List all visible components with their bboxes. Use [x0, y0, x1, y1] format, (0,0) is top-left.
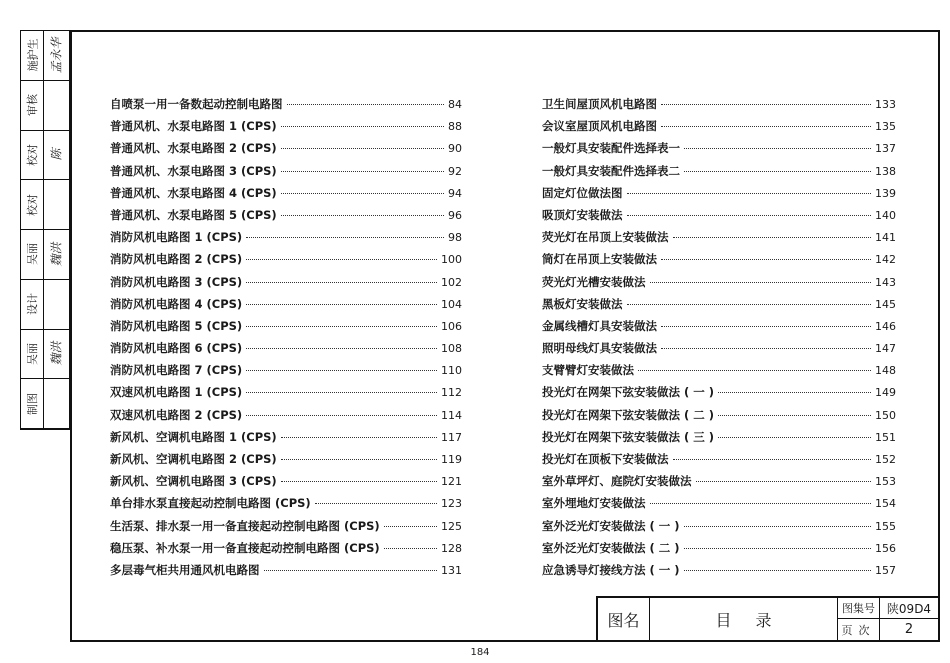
toc-entry-title: 双速风机电路图 1 (CPS) — [110, 385, 243, 400]
atlas-number-label: 图集号 — [838, 598, 880, 619]
dot-leader — [281, 215, 444, 216]
toc-entry — [110, 362, 462, 384]
toc-entry-page: 155 — [875, 519, 896, 533]
dot-leader — [384, 548, 437, 549]
page-label: 页次 — [838, 619, 880, 640]
signature-mark — [43, 31, 69, 80]
toc-entry — [542, 407, 896, 429]
toc-entry — [542, 96, 896, 118]
dot-leader — [627, 215, 872, 216]
signature-role-text: 制图 — [26, 392, 39, 415]
toc-entry — [110, 118, 462, 140]
toc-entry-title: 消防风机电路图 4 (CPS) — [110, 296, 243, 311]
toc-entry — [110, 274, 462, 296]
toc-entry-page: 94 — [448, 186, 462, 200]
toc-entry — [110, 318, 462, 340]
toc-entry-title: 金属线槽灯具安装做法 — [542, 318, 657, 333]
toc-entry — [110, 473, 462, 495]
toc-entry-page: 148 — [875, 364, 896, 378]
toc-entry-title: 投光灯在网架下弦安装做法 ( 二 ) — [542, 407, 715, 422]
toc-entry-page: 151 — [875, 430, 896, 444]
sheet-number: 184 — [470, 647, 490, 658]
toc-entry-page: 125 — [441, 519, 462, 533]
toc-entry — [542, 518, 896, 540]
signature-strip — [20, 30, 70, 430]
toc-left-column — [110, 96, 462, 584]
toc-entry-title: 一般灯具安装配件选择表一 — [542, 141, 680, 156]
page-number: 2 — [904, 622, 914, 637]
toc-entry-title: 普通风机、水泵电路图 4 (CPS) — [110, 185, 277, 200]
toc-entry-page: 153 — [875, 475, 896, 489]
dot-leader — [246, 304, 437, 305]
signature-role — [21, 81, 44, 130]
toc-entry — [542, 296, 896, 318]
dot-leader — [684, 548, 871, 549]
dot-leader — [246, 415, 437, 416]
toc-entry-page: 141 — [875, 231, 896, 245]
signature-text: 魏洪 — [49, 341, 64, 366]
dot-leader — [246, 259, 437, 260]
toc-right-column — [542, 96, 896, 584]
toc-entry-title: 普通风机、水泵电路图 3 (CPS) — [110, 163, 277, 178]
toc-entry-title: 固定灯位做法图 — [542, 185, 623, 200]
signature-mark — [43, 330, 69, 379]
dot-leader — [246, 392, 437, 393]
dot-leader — [246, 282, 437, 283]
toc-entry-title: 消防风机电路图 5 (CPS) — [110, 318, 243, 333]
toc-entry-title: 室外草坪灯、庭院灯安装做法 — [542, 474, 692, 489]
toc-entry — [110, 540, 462, 562]
dot-leader — [281, 437, 437, 438]
dot-leader — [264, 570, 438, 571]
toc-entry-page: 143 — [875, 275, 896, 289]
dot-leader — [673, 237, 872, 238]
dot-leader — [661, 126, 871, 127]
signature-mark — [43, 131, 69, 180]
toc-entry — [542, 340, 896, 362]
dot-leader — [718, 392, 871, 393]
signature-row — [21, 230, 69, 280]
signature-role — [21, 131, 44, 180]
signature-row — [21, 379, 69, 429]
toc-entry — [542, 140, 896, 162]
toc-entry-page: 90 — [448, 142, 462, 156]
toc-entry-page: 108 — [441, 342, 462, 356]
toc-entry-title: 消防风机电路图 3 (CPS) — [110, 274, 243, 289]
toc-entry — [110, 407, 462, 429]
dot-leader — [673, 459, 872, 460]
toc-entry-page: 140 — [875, 208, 896, 222]
toc-entry-title: 新风机、空调机电路图 2 (CPS) — [110, 452, 277, 466]
toc-entry — [110, 140, 462, 162]
toc-entry-page: 157 — [875, 563, 896, 577]
title-block — [596, 596, 938, 640]
toc-entry-title: 黑板灯安装做法 — [542, 296, 623, 311]
toc-entry-page: 106 — [441, 319, 462, 333]
dot-leader — [384, 526, 437, 527]
dot-leader — [684, 148, 871, 149]
signature-role-text: 设计 — [26, 293, 39, 316]
toc-entry — [110, 185, 462, 207]
dot-leader — [281, 481, 437, 482]
signature-role-text: 吴丽 — [26, 243, 39, 266]
toc-entry-page: 114 — [441, 408, 462, 422]
toc-entry-page: 142 — [875, 253, 896, 267]
toc-entry-page: 146 — [875, 319, 896, 333]
signature-text: 孟永华 — [49, 37, 64, 74]
dot-leader — [246, 348, 437, 349]
toc-entry-page: 150 — [875, 408, 896, 422]
toc-entry-title: 投光灯在网架下弦安装做法 ( 一 ) — [542, 385, 715, 400]
signature-row — [21, 180, 69, 230]
toc-entry — [542, 274, 896, 296]
toc-entry — [110, 518, 462, 540]
toc-entry-page: 128 — [441, 541, 462, 555]
dot-leader — [287, 104, 445, 105]
toc-entry — [542, 318, 896, 340]
toc-entry — [110, 451, 462, 473]
toc-entry-page: 98 — [448, 231, 462, 245]
toc-entry — [542, 185, 896, 207]
toc-entry — [110, 229, 462, 251]
toc-entry — [110, 429, 462, 451]
toc-entry — [542, 118, 896, 140]
toc-entry — [542, 495, 896, 517]
toc-entry-page: 110 — [441, 364, 462, 378]
dot-leader — [718, 437, 871, 438]
toc-entry-title: 消防风机电路图 1 (CPS) — [110, 230, 243, 245]
toc-entry — [542, 562, 896, 584]
toc-entry-title: 消防风机电路图 7 (CPS) — [110, 363, 243, 378]
signature-mark — [43, 81, 69, 130]
toc-entry-title: 应急诱导灯接线方法 ( 一 ) — [542, 562, 680, 577]
toc-entry — [542, 362, 896, 384]
toc-entry — [542, 384, 896, 406]
toc-entry-title: 室外泛光灯安装做法 ( 一 ) — [542, 518, 680, 533]
signature-role — [21, 379, 44, 428]
drawing-name-label: 图名 — [598, 598, 650, 640]
signature-role-text: 施护生 — [26, 38, 39, 72]
toc-entry-page: 119 — [441, 453, 462, 466]
toc-entry-title: 消防风机电路图 6 (CPS) — [110, 341, 243, 356]
signature-role — [21, 180, 44, 229]
toc-entry — [542, 207, 896, 229]
toc-entry-title: 新风机、空调机电路图 1 (CPS) — [110, 429, 277, 444]
toc-entry-title: 投光灯在网架下弦安装做法 ( 三 ) — [542, 429, 715, 444]
toc-entry-title: 普通风机、水泵电路图 5 (CPS) — [110, 207, 277, 222]
toc-entry-page: 147 — [875, 342, 896, 356]
toc-entry-page: 100 — [441, 253, 462, 267]
signature-row — [21, 330, 69, 380]
toc-entry-title: 室外泛光灯安装做法 ( 二 ) — [542, 540, 680, 555]
dot-leader — [661, 259, 871, 260]
signature-role — [21, 230, 44, 279]
toc-entry-title: 单台排水泵直接起动控制电路图 (CPS) — [110, 496, 311, 511]
toc-entry-page: 123 — [441, 497, 462, 511]
toc-entry-title: 卫生间屋顶风机电路图 — [542, 97, 657, 111]
toc-entry — [542, 163, 896, 185]
signature-role-text: 校对 — [26, 143, 39, 166]
dot-leader — [661, 104, 871, 105]
toc-entry — [110, 340, 462, 362]
toc-entry — [542, 429, 896, 451]
toc-entry-page: 152 — [875, 453, 896, 466]
drawing-name: 目录 — [650, 598, 838, 640]
dot-leader — [684, 570, 871, 571]
toc-entry-title: 荧光灯光槽安装做法 — [542, 274, 646, 289]
signature-text: 陈 — [49, 148, 64, 161]
toc-entry-title: 普通风机、水泵电路图 2 (CPS) — [110, 141, 277, 156]
toc-entry-page: 149 — [875, 386, 896, 400]
toc-entry-page: 117 — [441, 430, 462, 444]
toc-entry-page: 84 — [448, 98, 462, 111]
toc-entry-page: 96 — [448, 208, 462, 222]
toc-entry-page: 154 — [875, 497, 896, 511]
toc-entry-page: 135 — [875, 120, 896, 134]
toc-entry-page: 88 — [448, 120, 462, 134]
toc-entry-page: 131 — [441, 563, 462, 577]
toc-entry — [542, 451, 896, 473]
dot-leader — [281, 193, 444, 194]
toc-entry-page: 92 — [448, 164, 462, 178]
signature-mark — [43, 280, 69, 329]
toc-entry-title: 室外埋地灯安装做法 — [542, 496, 646, 511]
signature-row — [21, 131, 69, 181]
dot-leader — [281, 459, 437, 460]
signature-role — [21, 330, 44, 379]
dot-leader — [246, 370, 437, 371]
dot-leader — [661, 326, 871, 327]
signature-row — [21, 280, 69, 330]
toc-entry — [110, 207, 462, 229]
dot-leader — [246, 326, 437, 327]
signature-role-text: 吴丽 — [26, 342, 39, 365]
dot-leader — [281, 126, 444, 127]
signature-role-text: 校对 — [26, 193, 39, 216]
signature-mark — [43, 180, 69, 229]
dot-leader — [281, 171, 444, 172]
toc-entry — [542, 251, 896, 273]
dot-leader — [627, 193, 872, 194]
toc-entry-page: 102 — [441, 275, 462, 289]
toc-entry-page: 104 — [441, 297, 462, 311]
toc-entry — [110, 384, 462, 406]
dot-leader — [315, 503, 437, 504]
signature-role — [21, 31, 44, 80]
signature-role — [21, 280, 44, 329]
dot-leader — [281, 148, 444, 149]
toc-entry-title: 投光灯在顶板下安装做法 — [542, 452, 669, 466]
toc-entry-title: 新风机、空调机电路图 3 (CPS) — [110, 474, 277, 489]
dot-leader — [638, 370, 871, 371]
atlas-number: 陕09D4 — [880, 598, 938, 619]
toc-entry-page: 112 — [441, 386, 462, 400]
toc-entry — [110, 495, 462, 517]
toc-entry-title: 筒灯在吊顶上安装做法 — [542, 252, 657, 267]
toc-entry — [110, 163, 462, 185]
toc-entry-title: 自喷泵一用一备数起动控制电路图 — [110, 97, 283, 111]
toc-entry-title: 普通风机、水泵电路图 1 (CPS) — [110, 119, 277, 134]
signature-mark — [43, 230, 69, 279]
toc-entry-title: 双速风机电路图 2 (CPS) — [110, 407, 243, 422]
toc-entry-title: 生活泵、排水泵一用一备直接起动控制电路图 (CPS) — [110, 518, 380, 533]
toc-entry — [542, 229, 896, 251]
toc-entry-page: 145 — [875, 297, 896, 311]
dot-leader — [661, 348, 871, 349]
toc-entry — [110, 296, 462, 318]
toc-entry — [542, 540, 896, 562]
toc-entry — [110, 251, 462, 273]
toc-entry-page: 137 — [875, 142, 896, 156]
dot-leader — [718, 415, 871, 416]
toc-entry-page: 121 — [441, 475, 462, 489]
toc-entry-page: 156 — [875, 541, 896, 555]
toc-entry-page: 133 — [875, 98, 896, 111]
dot-leader — [627, 304, 872, 305]
signature-role-text: 审核 — [26, 94, 39, 117]
toc-entry — [110, 562, 462, 584]
toc-entry-title: 一般灯具安装配件选择表二 — [542, 163, 680, 178]
dot-leader — [696, 481, 872, 482]
toc-entry — [110, 96, 462, 118]
dot-leader — [650, 503, 872, 504]
toc-entry-title: 会议室屋顶风机电路图 — [542, 119, 657, 134]
toc-entry-title: 照明母线灯具安装做法 — [542, 341, 657, 356]
toc-entry — [542, 473, 896, 495]
signature-row — [21, 81, 69, 131]
toc-entry-page: 139 — [875, 186, 896, 200]
dot-leader — [684, 526, 871, 527]
signature-row — [21, 31, 69, 81]
toc-entry-title: 吸顶灯安装做法 — [542, 207, 623, 222]
toc-entry-title: 稳压泵、补水泵一用一备直接起动控制电路图 (CPS) — [110, 540, 380, 555]
dot-leader — [650, 282, 872, 283]
dot-leader — [246, 237, 444, 238]
toc-entry-title: 多层毒气柜共用通风机电路图 — [110, 562, 260, 577]
signature-text: 魏洪 — [49, 242, 64, 267]
toc-entry-title: 支臂臂灯安装做法 — [542, 363, 634, 378]
dot-leader — [684, 171, 871, 172]
toc-entry-title: 荧光灯在吊顶上安装做法 — [542, 230, 669, 245]
signature-mark — [43, 379, 69, 428]
toc-entry-title: 消防风机电路图 2 (CPS) — [110, 252, 243, 267]
toc-entry-page: 138 — [875, 164, 896, 178]
